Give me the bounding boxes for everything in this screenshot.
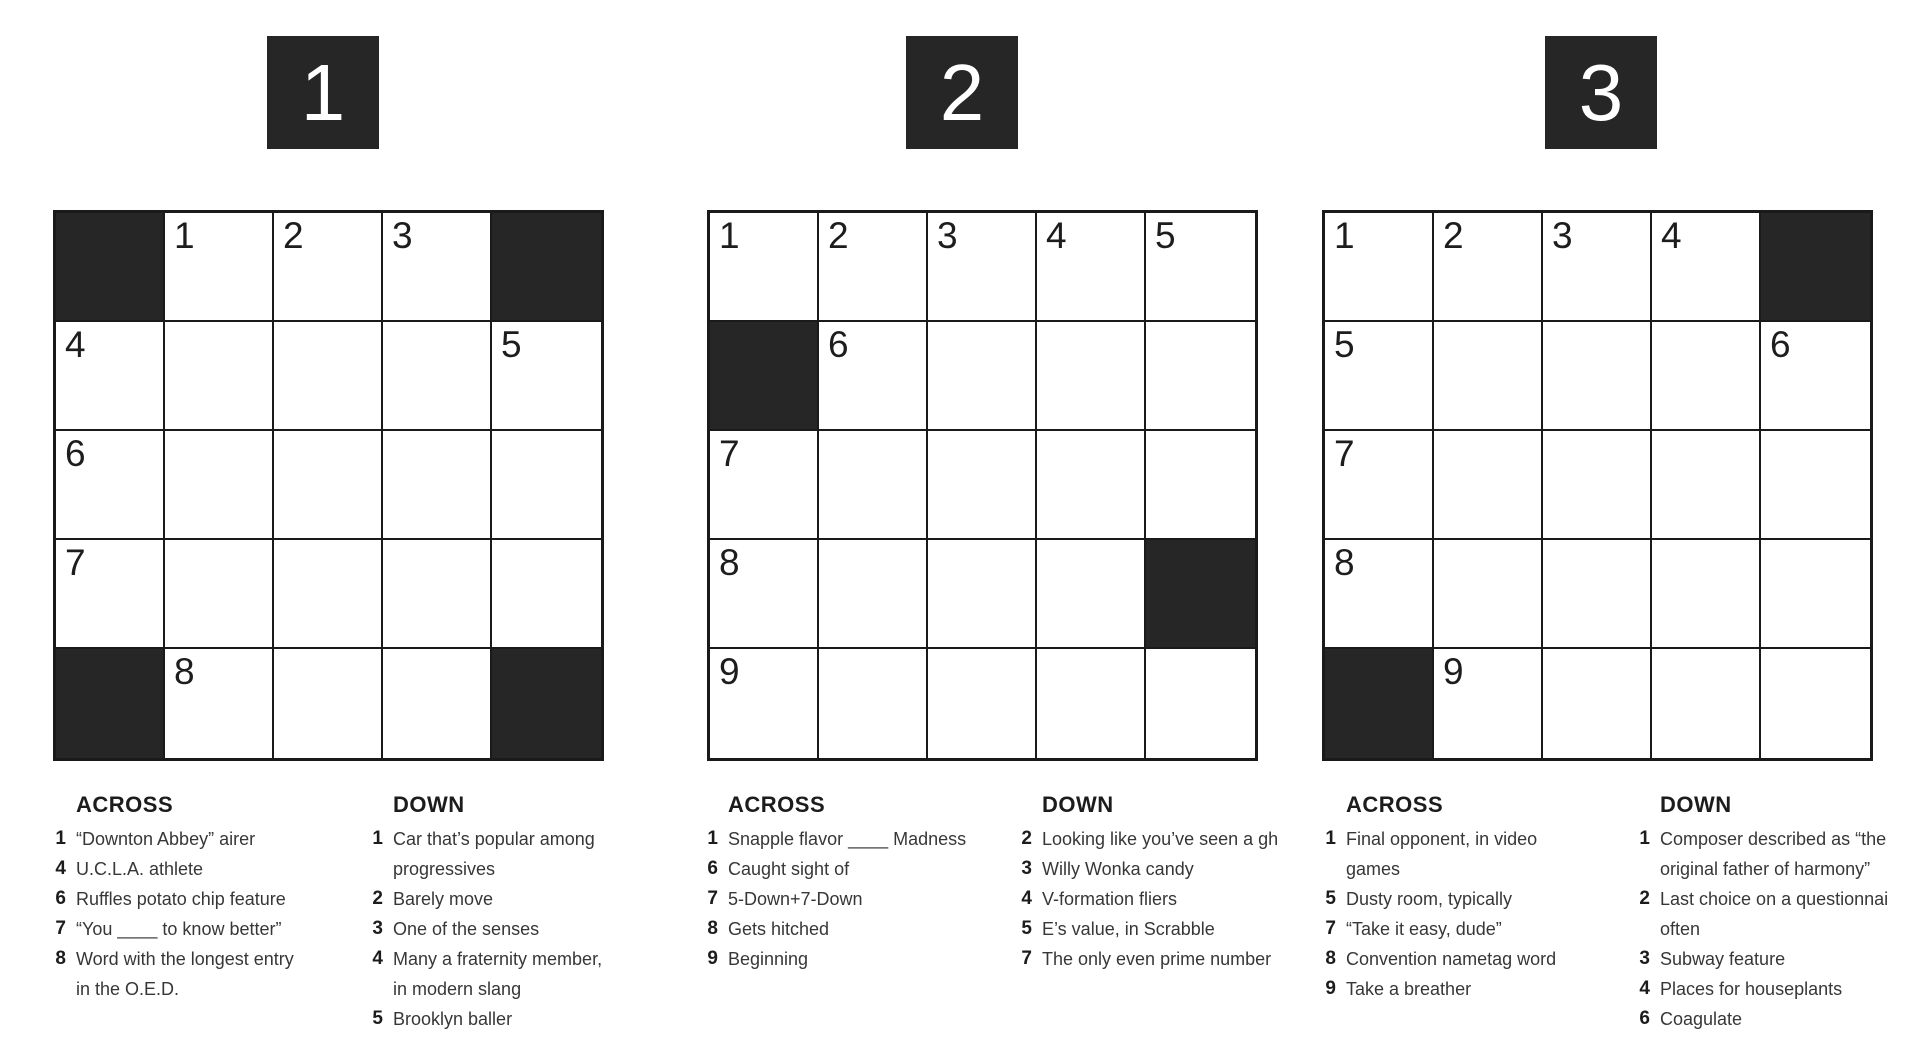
puzzle-2-cell-r3c3[interactable] xyxy=(928,431,1037,540)
cell-number: 4 xyxy=(1661,215,1682,256)
puzzle-3-down-clue-3 xyxy=(1630,944,1920,974)
clue-number: 7 xyxy=(55,918,66,939)
clue-text: “Take it easy, dude” xyxy=(1346,919,1502,939)
puzzle-1-cell-r4c4[interactable] xyxy=(383,540,492,649)
cell-number: 8 xyxy=(719,542,740,583)
clue-text: Word with the longest entry in the O.E.D. xyxy=(76,949,294,999)
puzzle-3-label-box xyxy=(1545,36,1657,149)
clue-number: 4 xyxy=(1639,978,1650,999)
puzzle-3-across-clue-8 xyxy=(1316,944,1628,974)
clue-text: Coagulate xyxy=(1660,1009,1743,1029)
puzzle-2-across-clue-6 xyxy=(698,854,1008,884)
puzzle-1-cell-r4c1[interactable] xyxy=(56,540,165,649)
puzzle-2-cell-r2c3[interactable] xyxy=(928,322,1037,431)
puzzle-1-cell-r1c4[interactable] xyxy=(383,213,492,322)
puzzle-3-down-clues xyxy=(1630,792,1920,1034)
clue-text: One of the senses xyxy=(393,919,540,939)
cell-number: 5 xyxy=(501,324,522,365)
puzzle-2-down-clue-5 xyxy=(1012,914,1310,944)
cell-number: 8 xyxy=(174,651,195,692)
clue-text: U.C.L.A. athlete xyxy=(76,859,204,879)
puzzle-1-down-clue-3 xyxy=(363,914,663,944)
cell-number: 2 xyxy=(1443,215,1464,256)
puzzle-3-cell-r1c1[interactable] xyxy=(1325,213,1434,322)
puzzle-1-cell-r2c4[interactable] xyxy=(383,322,492,431)
clue-text: E’s value, in Scrabble xyxy=(1042,919,1215,939)
clue-number: 1 xyxy=(372,828,383,849)
puzzle-2-cell-r3c5[interactable] xyxy=(1146,431,1255,540)
puzzle-2-label: 2 xyxy=(939,47,985,137)
puzzle-2-cell-r1c1[interactable] xyxy=(710,213,819,322)
puzzle-1-down-clues xyxy=(363,792,663,1034)
clue-number: 5 xyxy=(372,1008,383,1029)
across-header: ACROSS xyxy=(76,792,174,817)
clue-text: The only even prime number xyxy=(1042,949,1272,969)
puzzle-1-cell-r5c5-black xyxy=(492,649,601,758)
clue-number: 9 xyxy=(1325,978,1336,999)
puzzle-1-cell-r3c2[interactable] xyxy=(165,431,274,540)
puzzle-2-down-clue-3 xyxy=(1012,854,1310,884)
clue-text: Gets hitched xyxy=(728,919,830,939)
cell-number: 4 xyxy=(65,324,86,365)
clue-number: 6 xyxy=(55,888,66,909)
puzzle-1-cell-r2c1[interactable] xyxy=(56,322,165,431)
puzzle-3-cell-r1c2[interactable] xyxy=(1434,213,1543,322)
cell-number: 7 xyxy=(719,433,740,474)
clue-text: Convention nametag word xyxy=(1346,949,1557,969)
puzzle-2-cell-r1c2[interactable] xyxy=(819,213,928,322)
puzzle-2-down-clue-4 xyxy=(1012,884,1310,914)
puzzle-3-cell-r3c3[interactable] xyxy=(1543,431,1652,540)
cell-number: 6 xyxy=(1770,324,1791,365)
puzzle-1-label-box xyxy=(267,36,379,149)
puzzle-3-cell-r5c5[interactable] xyxy=(1761,649,1870,758)
clue-text: Caught sight of xyxy=(728,859,850,879)
puzzle-3-cell-r3c1[interactable] xyxy=(1325,431,1434,540)
puzzle-3-cell-r2c3[interactable] xyxy=(1543,322,1652,431)
clue-number: 7 xyxy=(1325,918,1336,939)
puzzle-1-down-clue-4 xyxy=(363,944,663,1004)
puzzle-1-across-clue-6 xyxy=(46,884,356,914)
clue-number: 5 xyxy=(1325,888,1336,909)
clue-number: 6 xyxy=(1639,1008,1650,1029)
puzzle-2-cell-r3c2[interactable] xyxy=(819,431,928,540)
clue-text: Ruffles potato chip feature xyxy=(76,889,286,909)
puzzle-1-cell-r5c1-black xyxy=(56,649,165,758)
clue-number: 8 xyxy=(55,948,66,969)
clue-number: 2 xyxy=(1021,828,1032,849)
clue-text: Subway feature xyxy=(1660,949,1786,969)
puzzle-3-cell-r5c4[interactable] xyxy=(1652,649,1761,758)
clue-text: Composer described as “the original father of harmony” xyxy=(1660,829,1887,879)
cell-number: 7 xyxy=(1334,433,1355,474)
puzzle-1-cell-r3c4[interactable] xyxy=(383,431,492,540)
puzzle-2-down-clues xyxy=(1012,792,1310,974)
clue-number: 8 xyxy=(707,918,718,939)
puzzle-1-across-clue-8 xyxy=(46,944,356,1004)
puzzle-3-down-clue-2 xyxy=(1630,884,1920,944)
clue-text: Brooklyn baller xyxy=(393,1009,513,1029)
puzzle-1-cell-r1c2[interactable] xyxy=(165,213,274,322)
clue-number: 4 xyxy=(55,858,66,879)
puzzle-2-cell-r2c4[interactable] xyxy=(1037,322,1146,431)
clue-text: V-formation fliers xyxy=(1042,889,1178,909)
puzzle-2-across-clue-1 xyxy=(698,824,1008,854)
puzzle-2-cell-r4c4[interactable] xyxy=(1037,540,1146,649)
puzzle-2-cell-r4c1[interactable] xyxy=(710,540,819,649)
puzzle-2-label-box xyxy=(906,36,1018,149)
puzzle-2-cell-r2c5[interactable] xyxy=(1146,322,1255,431)
cell-number: 2 xyxy=(828,215,849,256)
puzzle-3-cell-r1c4[interactable] xyxy=(1652,213,1761,322)
across-header: ACROSS xyxy=(1346,792,1444,817)
clue-text: Dusty room, typically xyxy=(1346,889,1513,909)
puzzle-3-cell-r5c2[interactable] xyxy=(1434,649,1543,758)
puzzle-3-across-clue-1 xyxy=(1316,824,1628,884)
puzzle-3-cell-r2c4[interactable] xyxy=(1652,322,1761,431)
puzzle-1-across-clues xyxy=(46,792,356,1004)
clue-number: 3 xyxy=(372,918,383,939)
clue-text: 5-Down+7-Down xyxy=(728,889,863,909)
clue-text: Take a breather xyxy=(1346,979,1472,999)
puzzle-3-cell-r4c1[interactable] xyxy=(1325,540,1434,649)
puzzle-2-cell-r5c1[interactable] xyxy=(710,649,819,758)
puzzle-2-down-clue-2 xyxy=(1012,824,1310,854)
puzzle-3-cell-r3c4[interactable] xyxy=(1652,431,1761,540)
cell-number: 4 xyxy=(1046,215,1067,256)
puzzle-2-across-clue-7 xyxy=(698,884,1008,914)
puzzle-2-grid xyxy=(707,210,1258,761)
puzzle-1-down-clue-5 xyxy=(363,1004,663,1034)
clue-text: Many a fraternity member, in modern slang xyxy=(393,949,603,999)
puzzle-2-cell-r4c5-black xyxy=(1146,540,1255,649)
clue-text: Barely move xyxy=(393,889,494,909)
puzzle-2-cell-r3c1[interactable] xyxy=(710,431,819,540)
puzzle-2-cell-r1c4[interactable] xyxy=(1037,213,1146,322)
puzzle-1-down-clue-1 xyxy=(363,824,663,884)
puzzle-3-cell-r4c5[interactable] xyxy=(1761,540,1870,649)
puzzle-1-across-clue-7 xyxy=(46,914,356,944)
across-header: ACROSS xyxy=(728,792,826,817)
puzzle-1-cell-r4c5[interactable] xyxy=(492,540,601,649)
puzzle-2-cell-r5c5[interactable] xyxy=(1146,649,1255,758)
clue-text: Places for houseplants xyxy=(1660,979,1843,999)
cell-number: 2 xyxy=(283,215,304,256)
clue-number: 1 xyxy=(55,828,66,849)
clue-text: Snapple flavor ____ Madness xyxy=(728,829,967,849)
cell-number: 8 xyxy=(1334,542,1355,583)
cell-number: 1 xyxy=(174,215,195,256)
clue-number: 4 xyxy=(1021,888,1032,909)
clue-number: 7 xyxy=(1021,948,1032,969)
clue-number: 5 xyxy=(1021,918,1032,939)
puzzle-1-cell-r5c4[interactable] xyxy=(383,649,492,758)
puzzle-3-down-clue-6 xyxy=(1630,1004,1920,1034)
cell-number: 7 xyxy=(65,542,86,583)
cell-number: 3 xyxy=(937,215,958,256)
puzzle-3-cell-r4c4[interactable] xyxy=(1652,540,1761,649)
cell-number: 5 xyxy=(1155,215,1176,256)
puzzle-3-grid xyxy=(1322,210,1873,761)
puzzle-2-across-clues xyxy=(698,792,1008,974)
puzzle-3-across-clue-7 xyxy=(1316,914,1628,944)
cell-number: 5 xyxy=(1334,324,1355,365)
cell-number: 1 xyxy=(719,215,740,256)
puzzle-3-across-clue-5 xyxy=(1316,884,1628,914)
clue-number: 1 xyxy=(1325,828,1336,849)
cell-number: 6 xyxy=(65,433,86,474)
puzzle-3-cell-r4c3[interactable] xyxy=(1543,540,1652,649)
clue-number: 6 xyxy=(707,858,718,879)
puzzle-1-cell-r2c2[interactable] xyxy=(165,322,274,431)
puzzle-3-cell-r1c3[interactable] xyxy=(1543,213,1652,322)
puzzle-3-cell-r5c1-black xyxy=(1325,649,1434,758)
cell-number: 1 xyxy=(1334,215,1355,256)
down-header: DOWN xyxy=(1660,792,1732,817)
puzzle-2-across-clue-8 xyxy=(698,914,1008,944)
puzzle-2-cell-r4c2[interactable] xyxy=(819,540,928,649)
puzzle-2-across-clue-9 xyxy=(698,944,1008,974)
puzzle-3-cell-r3c5[interactable] xyxy=(1761,431,1870,540)
clue-number: 3 xyxy=(1639,948,1650,969)
puzzle-3-cell-r2c5[interactable] xyxy=(1761,322,1870,431)
clue-number: 1 xyxy=(707,828,718,849)
clue-number: 8 xyxy=(1325,948,1336,969)
clue-number: 4 xyxy=(372,948,383,969)
cell-number: 3 xyxy=(392,215,413,256)
puzzle-2-cell-r3c4[interactable] xyxy=(1037,431,1146,540)
clue-text: “Downton Abbey” airer xyxy=(76,829,256,849)
puzzle-3-cell-r4c2[interactable] xyxy=(1434,540,1543,649)
puzzle-1-cell-r3c1[interactable] xyxy=(56,431,165,540)
puzzle-3-down-clue-1 xyxy=(1630,824,1920,884)
puzzle-1-cell-r3c3[interactable] xyxy=(274,431,383,540)
puzzle-2-cell-r1c5[interactable] xyxy=(1146,213,1255,322)
puzzle-2-cell-r5c3[interactable] xyxy=(928,649,1037,758)
puzzle-2-down-clue-7 xyxy=(1012,944,1310,974)
puzzle-2-cell-r2c1-black xyxy=(710,322,819,431)
clue-number: 3 xyxy=(1021,858,1032,879)
clue-number: 1 xyxy=(1639,828,1650,849)
puzzle-1-cell-r1c1-black xyxy=(56,213,165,322)
clue-text: Looking like you’ve seen a gh xyxy=(1042,829,1279,849)
puzzle-2-cell-r2c2[interactable] xyxy=(819,322,928,431)
puzzle-1-cell-r3c5[interactable] xyxy=(492,431,601,540)
cell-number: 3 xyxy=(1552,215,1573,256)
puzzle-3-label: 3 xyxy=(1578,47,1624,137)
puzzle-3-across-clue-9 xyxy=(1316,974,1628,1004)
puzzle-1-label: 1 xyxy=(300,47,346,137)
cell-number: 6 xyxy=(828,324,849,365)
puzzle-1-grid xyxy=(53,210,604,761)
clue-text: Willy Wonka candy xyxy=(1042,859,1194,879)
puzzle-1-cell-r5c3[interactable] xyxy=(274,649,383,758)
clue-number: 2 xyxy=(1639,888,1650,909)
puzzle-1-cell-r5c2[interactable] xyxy=(165,649,274,758)
puzzle-1-down-clue-2 xyxy=(363,884,663,914)
puzzle-2-cell-r4c3[interactable] xyxy=(928,540,1037,649)
clue-text: Last choice on a questionnai often xyxy=(1660,889,1889,939)
puzzle-3-cell-r2c2[interactable] xyxy=(1434,322,1543,431)
puzzle-1-cell-r4c2[interactable] xyxy=(165,540,274,649)
puzzle-3-cell-r5c3[interactable] xyxy=(1543,649,1652,758)
puzzle-2-cell-r5c4[interactable] xyxy=(1037,649,1146,758)
puzzle-1-across-clue-4 xyxy=(46,854,356,884)
puzzle-1-cell-r2c3[interactable] xyxy=(274,322,383,431)
down-header: DOWN xyxy=(1042,792,1114,817)
clue-text: Final opponent, in video games xyxy=(1346,829,1538,879)
clue-text: Beginning xyxy=(728,949,809,969)
puzzle-1-cell-r1c5-black xyxy=(492,213,601,322)
puzzle-1-across-clue-1 xyxy=(46,824,356,854)
clue-number: 2 xyxy=(372,888,383,909)
clue-number: 7 xyxy=(707,888,718,909)
puzzle-2-cell-r1c3[interactable] xyxy=(928,213,1037,322)
cell-number: 9 xyxy=(1443,651,1464,692)
cell-number: 9 xyxy=(719,651,740,692)
puzzle-3-cell-r2c1[interactable] xyxy=(1325,322,1434,431)
down-header: DOWN xyxy=(393,792,465,817)
puzzle-3-across-clues xyxy=(1316,792,1628,1004)
puzzle-3-cell-r1c5-black xyxy=(1761,213,1870,322)
puzzle-1-cell-r2c5[interactable] xyxy=(492,322,601,431)
clue-number: 9 xyxy=(707,948,718,969)
puzzle-3-cell-r3c2[interactable] xyxy=(1434,431,1543,540)
clue-text: Car that’s popular among progressives xyxy=(393,829,595,879)
puzzle-1-cell-r1c3[interactable] xyxy=(274,213,383,322)
clue-text: “You ____ to know better” xyxy=(76,919,282,939)
puzzle-2-cell-r5c2[interactable] xyxy=(819,649,928,758)
puzzle-1-cell-r4c3[interactable] xyxy=(274,540,383,649)
puzzle-3-down-clue-4 xyxy=(1630,974,1920,1004)
